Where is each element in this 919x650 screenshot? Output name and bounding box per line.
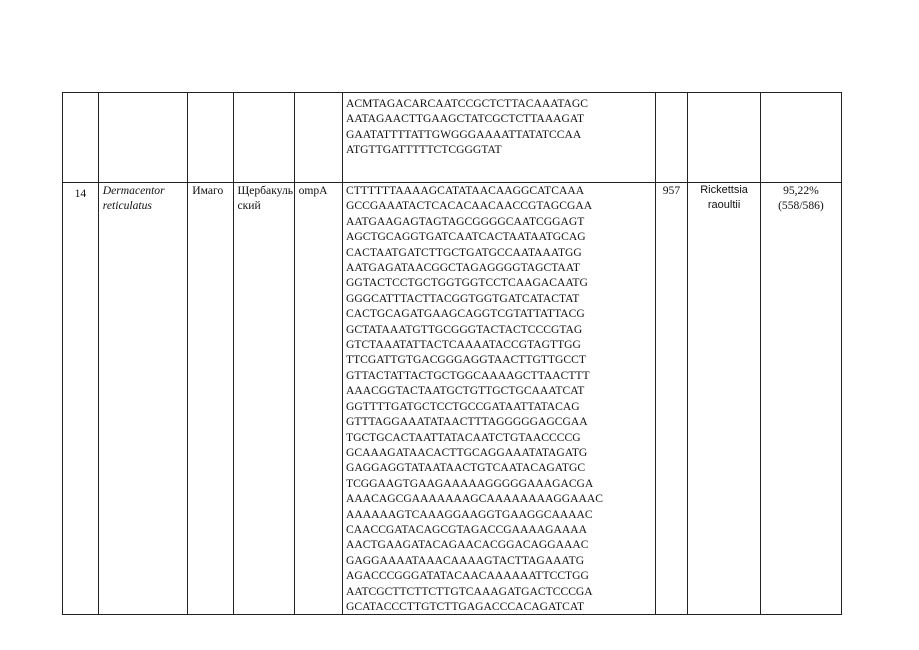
sequence-line: AATCGCTTCTTCTTGTCAAAGATGACTCCCGA	[345, 584, 593, 598]
sequence-line: GAGGAGGTATAATAACTGTCAATACAGATGC	[345, 461, 586, 475]
sequence-table	[62, 92, 842, 615]
sequence-line: GCAAAGATAACACTTGCAGGAAATATAGATG	[345, 445, 588, 459]
sequence-line: CTTTTTTAAAAGCATATAACAAGGCATCAAA	[345, 184, 585, 197]
sequence-line: TCGGAAGTGAAGAAAAAGGGGGAAAGACGA	[345, 476, 594, 490]
sequence-line: GAATATTTTATTGWGGGAAAATTATATCCAA	[345, 127, 582, 141]
table-row	[63, 93, 842, 183]
cell-match	[688, 183, 761, 615]
sequence-line: GGTACTCCTGCTGGTGGTCCTCAAGACAATG	[345, 276, 588, 290]
sequence-line: ATGTTGATTTTTCTCGGGTAT	[345, 143, 502, 157]
sequence-line: AATGAGATAACGGCTAGAGGGGTAGCTAAT	[345, 261, 580, 275]
sequence-line: CAACCGATACAGCGTAGACCGAAAAGAAAA	[345, 522, 587, 536]
sequence-line: AGACCCGGGATATACAACAAAAAATTCCTGG	[345, 569, 589, 583]
cell-identity	[760, 93, 841, 183]
cell-gene: ompA	[294, 183, 342, 615]
identity-percent: 95,22%	[783, 184, 819, 197]
identity-ratio: (558/586)	[778, 199, 824, 213]
sequence-line: AACTGAAGATACAGAACACGGACAGGAAAC	[345, 538, 589, 552]
cell-match	[688, 93, 761, 183]
cell-sequence	[342, 183, 655, 615]
sequence-line: AAAAAAGTCAAAGGAAGGTGAAGGCAAAAC	[345, 507, 593, 521]
sequence-line: TTCGATTGTGACGGGAGGTAACTTGTTGCCT	[345, 353, 586, 367]
cell-location	[233, 183, 294, 615]
sequence-line: AAACGGTACTAATGCTGTTGCTGCAAATCAT	[345, 384, 585, 398]
match-line: Rickettsia	[700, 184, 748, 196]
sequence-line: AAACAGCGAAAAAAAGCAAAAAAAAGGAAAC	[345, 492, 603, 506]
sequence-line: AATAGAACTTGAAGCTATCGCTCTTAAAGAT	[345, 112, 585, 126]
cell-gene	[294, 93, 342, 183]
sequence-line: GTTACTATTACTGCTGGCAAAAGCTTAACTTT	[345, 368, 590, 382]
cell-stage: Имаго	[188, 183, 233, 615]
cell-length: 957	[655, 183, 688, 615]
sequence-line: TGCTGCACTAATTATACAATCTGTAACCCCG	[345, 430, 581, 444]
location-line: Щербакуль	[237, 184, 294, 197]
sequence-line: GGGCATTTACTTACGGTGGTGATCATACTAT	[345, 291, 580, 305]
cell-location	[233, 93, 294, 183]
cell-length	[655, 93, 688, 183]
sequence-line: CACTAATGATCTTGCTGATGCCAATAAATGG	[345, 245, 582, 259]
location-line: ский	[237, 199, 261, 213]
cell-stage	[188, 93, 233, 183]
cell-identity	[760, 183, 841, 615]
sequence-line: AGCTGCAGGTGATCAATCACTAATAATGCAG	[345, 230, 586, 244]
sequence-line: ACMTAGACARCAATCCGCTCTTACAAATAGC	[345, 97, 588, 110]
cell-number: 14	[63, 183, 99, 615]
match-line: raoultii	[707, 199, 741, 212]
sequence-line: GTCTAAATATTACTCAAAATACCGTAGTTGG	[345, 338, 581, 352]
cell-species	[98, 183, 187, 615]
species-line: Dermacentor	[102, 184, 165, 197]
sequence-line: AATGAAGAGTAGTAGCGGGGCAATCGGAGT	[345, 214, 585, 228]
sequence-line: GAGGAAAATAAACAAAAGTACTTAGAAATG	[345, 553, 585, 567]
sequence-line: CACTGCAGATGAAGCAGGTCGTATTATTACG	[345, 307, 585, 321]
sequence-line: GCCGAAATACTCACACAACAACCGTAGCGAA	[345, 199, 593, 213]
sequence-line: GCATACCCTTGTCTTGAGACCCACAGATCAT	[345, 599, 585, 613]
sequence-line: GCTATAAATGTTGCGGGTACTACTCCCGTAG	[345, 322, 583, 336]
species-line: reticulatus	[102, 199, 152, 213]
cell-number	[63, 93, 99, 183]
table-row	[63, 183, 842, 615]
cell-sequence	[342, 93, 655, 183]
sequence-line: GGTTTTGATGCTCCTGCCGATAATTATACAG	[345, 399, 580, 413]
cell-species	[98, 93, 187, 183]
sequence-line: GTTTAGGAAATATAACTTTAGGGGGAGCGAA	[345, 415, 588, 429]
